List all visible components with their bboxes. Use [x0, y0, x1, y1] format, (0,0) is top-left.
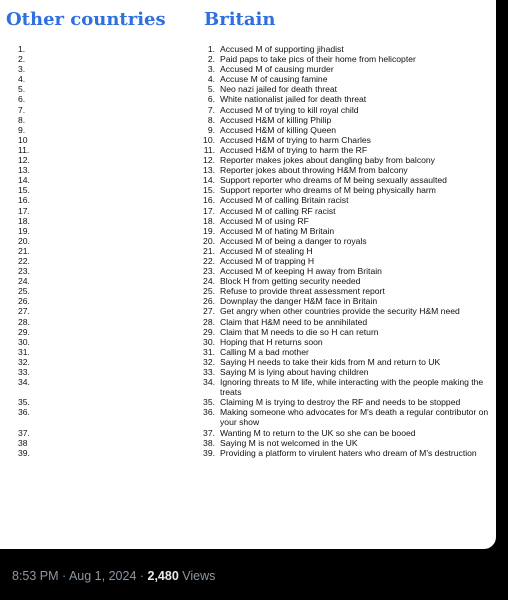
- other-countries-list: [18, 44, 48, 458]
- other-countries-number: 37.: [18, 427, 30, 438]
- item-text: Making someone who advocates for M's death a regular contributor on your show: [220, 407, 489, 428]
- item-number: 4.: [207, 74, 215, 85]
- list-item: [193, 135, 493, 145]
- list-item: [193, 438, 493, 448]
- item-number: 34.: [203, 377, 215, 388]
- list-item: [193, 74, 493, 84]
- item-number: 2.: [207, 54, 215, 65]
- item-number: 1.: [207, 44, 215, 54]
- item-text: Block H from getting security needed: [220, 276, 361, 287]
- item-text: Claim that M needs to die so H can return: [220, 326, 379, 337]
- item-number: 7.: [207, 104, 215, 115]
- list-item: [193, 357, 493, 367]
- other-countries-number: 8.: [18, 114, 26, 125]
- item-number: 10.: [203, 134, 215, 145]
- other-countries-number: 32.: [18, 356, 30, 367]
- list-item: [193, 64, 493, 74]
- item-text: Get angry when other countries provide the security H&M need: [220, 306, 460, 317]
- other-countries-number: 11.: [18, 144, 30, 155]
- item-text: Accused H&M of killing Philip: [220, 114, 332, 125]
- item-number: 14.: [203, 175, 215, 186]
- item-number: 27.: [203, 306, 215, 317]
- item-number: 9.: [207, 124, 215, 135]
- list-item: [193, 125, 493, 135]
- item-number: 25.: [203, 286, 215, 297]
- item-number: 8.: [207, 114, 215, 125]
- other-countries-number: 33.: [18, 367, 30, 377]
- item-text: Accused M of being a danger to royals: [220, 235, 367, 246]
- list-item: [193, 155, 493, 165]
- list-item: [193, 428, 493, 438]
- other-countries-number: 5.: [18, 84, 26, 95]
- list-item: [193, 448, 493, 458]
- other-countries-number: 3.: [18, 64, 26, 75]
- list-item: [193, 44, 493, 54]
- list-item: [193, 115, 493, 125]
- item-text: Wanting M to return to the UK so she can be booed: [220, 427, 416, 438]
- item-text: Saying H needs to take their kids from M and return to UK: [220, 356, 441, 367]
- item-number: 5.: [207, 84, 215, 95]
- list-item: [193, 327, 493, 337]
- other-countries-number: 28.: [18, 316, 30, 327]
- list-item: [193, 407, 493, 427]
- list-item: [193, 337, 493, 347]
- other-countries-number: 1.: [18, 44, 26, 54]
- list-item: [193, 84, 493, 94]
- item-number: 15.: [203, 185, 215, 196]
- other-countries-number: [18, 387, 48, 397]
- item-text: Support reporter who dreams of M being physically harm: [220, 185, 436, 196]
- other-countries-number: 6.: [18, 94, 26, 105]
- other-countries-number: 22.: [18, 255, 30, 266]
- item-number: 17.: [203, 205, 215, 216]
- item-number: 16.: [203, 195, 215, 206]
- list-item: [193, 266, 493, 276]
- other-countries-number: 10: [18, 134, 28, 145]
- item-number: 35.: [203, 397, 215, 408]
- item-number: 19.: [203, 225, 215, 236]
- other-countries-number: 19.: [18, 225, 30, 236]
- item-text: Saying M is not welcomed in the UK: [220, 437, 358, 448]
- other-countries-number: 39.: [18, 447, 30, 458]
- item-text: Accused M of trying to kill royal child: [220, 104, 359, 115]
- other-countries-number: 35.: [18, 397, 30, 408]
- item-text: Accused H&M of trying to harm the RF: [220, 144, 368, 155]
- item-number: 12.: [203, 155, 215, 166]
- item-text: Claim that H&M need to be annihilated: [220, 316, 368, 327]
- item-number: 24.: [203, 276, 215, 287]
- other-countries-number: 9.: [18, 124, 26, 135]
- other-countries-number: 27.: [18, 306, 30, 317]
- item-text: Accused H&M of killing Queen: [220, 124, 337, 135]
- other-countries-number: 12.: [18, 155, 30, 166]
- other-countries-number: 18.: [18, 215, 30, 226]
- item-text: Calling M a bad mother: [220, 346, 309, 357]
- other-countries-number: 4.: [18, 74, 26, 85]
- other-countries-number: 25.: [18, 286, 30, 297]
- other-countries-number: 7.: [18, 104, 26, 115]
- item-text: Accused M of calling Britain racist: [220, 195, 349, 206]
- other-countries-number: 31.: [18, 346, 30, 357]
- list-item: [193, 397, 493, 407]
- item-text: Reporter makes jokes about dangling baby from balcony: [220, 155, 435, 166]
- item-number: 37.: [203, 427, 215, 438]
- item-number: 13.: [203, 165, 215, 176]
- item-text: White nationalist jailed for death threat: [220, 94, 367, 105]
- other-countries-number: 30.: [18, 336, 30, 347]
- other-countries-number: 21.: [18, 245, 30, 256]
- other-countries-number: 29.: [18, 326, 30, 337]
- item-number: 32.: [203, 356, 215, 367]
- item-number: 28.: [203, 316, 215, 327]
- header-other-countries: Other countries: [6, 9, 166, 30]
- other-countries-number: 38: [18, 437, 28, 448]
- list-item: [193, 206, 493, 216]
- list-item: [193, 105, 493, 115]
- item-number: 20.: [203, 235, 215, 246]
- item-number: 39.: [203, 447, 215, 458]
- item-text: Accused M of calling RF racist: [220, 205, 336, 216]
- list-item: [193, 256, 493, 266]
- list-item: [193, 226, 493, 236]
- other-countries-number: 2.: [18, 54, 26, 65]
- item-number: 38.: [203, 437, 215, 448]
- item-text: Accused M of causing murder: [220, 64, 334, 75]
- other-countries-number: 16.: [18, 195, 30, 206]
- list-item: [193, 175, 493, 185]
- other-countries-number: 34.: [18, 377, 30, 388]
- list-item: [193, 246, 493, 256]
- other-countries-number: 17.: [18, 205, 30, 216]
- tweet-timestamp[interactable]: 8:53 PM · Aug 1, 2024 ·: [12, 569, 148, 583]
- list-item: [193, 317, 493, 327]
- other-countries-number: 36.: [18, 407, 30, 418]
- header-britain: Britain: [204, 9, 276, 30]
- item-text: Accused M of supporting jihadist: [220, 44, 344, 54]
- list-item: [193, 377, 493, 397]
- item-text: Paid paps to take pics of their home from helicopter: [220, 54, 416, 65]
- item-text: Saying M is lying about having children: [220, 367, 369, 377]
- item-text: Accused M of hating M Britain: [220, 225, 335, 236]
- list-item: [193, 195, 493, 205]
- item-text: Reporter jokes about throwing H&M from balcony: [220, 165, 408, 176]
- list-item: [193, 165, 493, 175]
- item-text: Support reporter who dreams of M being sexually assaulted: [220, 175, 447, 186]
- britain-list: [193, 44, 493, 458]
- item-number: 21.: [203, 245, 215, 256]
- list-item: [193, 236, 493, 246]
- other-countries-number: 15.: [18, 185, 30, 196]
- item-number: 30.: [203, 336, 215, 347]
- list-item: [193, 216, 493, 226]
- list-item: [193, 347, 493, 357]
- item-text: Claiming M is trying to destroy the RF and needs to be stopped: [220, 397, 461, 408]
- item-text: Accused M of keeping H away from Britain: [220, 266, 382, 277]
- list-item: [193, 276, 493, 286]
- list-item: [193, 286, 493, 296]
- item-number: 22.: [203, 255, 215, 266]
- list-item: [193, 367, 493, 377]
- item-text: Ignoring threats to M life, while interacting with the people making the treats: [220, 377, 484, 398]
- item-text: Refuse to provide threat assessment report: [220, 286, 385, 297]
- item-text: Hoping that H returns soon: [220, 336, 323, 347]
- list-item: [193, 145, 493, 155]
- item-text: Accused M of trapping H: [220, 255, 315, 266]
- item-text: Accused M of using RF: [220, 215, 309, 226]
- other-countries-number: 26.: [18, 296, 30, 307]
- tweet-meta: [12, 569, 215, 583]
- other-countries-number: 24.: [18, 276, 30, 287]
- item-text: Providing a platform to virulent haters who dream of M's destruction: [220, 447, 477, 458]
- item-number: 18.: [203, 215, 215, 226]
- other-countries-number: 13.: [18, 165, 30, 176]
- item-number: 33.: [203, 367, 215, 377]
- item-number: 11.: [203, 144, 215, 155]
- list-item: [193, 296, 493, 306]
- item-number: 23.: [203, 266, 215, 277]
- item-text: Accuse M of causing famine: [220, 74, 328, 85]
- other-countries-number: 20.: [18, 235, 30, 246]
- item-text: Accused M of stealing H: [220, 245, 313, 256]
- item-text: Accused H&M of trying to harm Charles: [220, 134, 371, 145]
- list-item: [193, 306, 493, 316]
- views-count: 2,480: [147, 569, 179, 583]
- item-number: 26.: [203, 296, 215, 307]
- item-number: 31.: [203, 346, 215, 357]
- item-number: 3.: [207, 64, 215, 75]
- item-text: Neo nazi jailed for death threat: [220, 84, 338, 95]
- item-text: Downplay the danger H&M face in Britain: [220, 296, 378, 307]
- other-countries-number: 23.: [18, 266, 30, 277]
- item-number: 6.: [207, 94, 215, 105]
- other-countries-number: [18, 417, 48, 427]
- list-item: [193, 54, 493, 64]
- list-item: [193, 94, 493, 104]
- list-item: [193, 185, 493, 195]
- item-number: 29.: [203, 326, 215, 337]
- item-number: 36.: [203, 407, 215, 418]
- other-countries-number: 14.: [18, 175, 30, 186]
- views-label: Views: [178, 569, 216, 583]
